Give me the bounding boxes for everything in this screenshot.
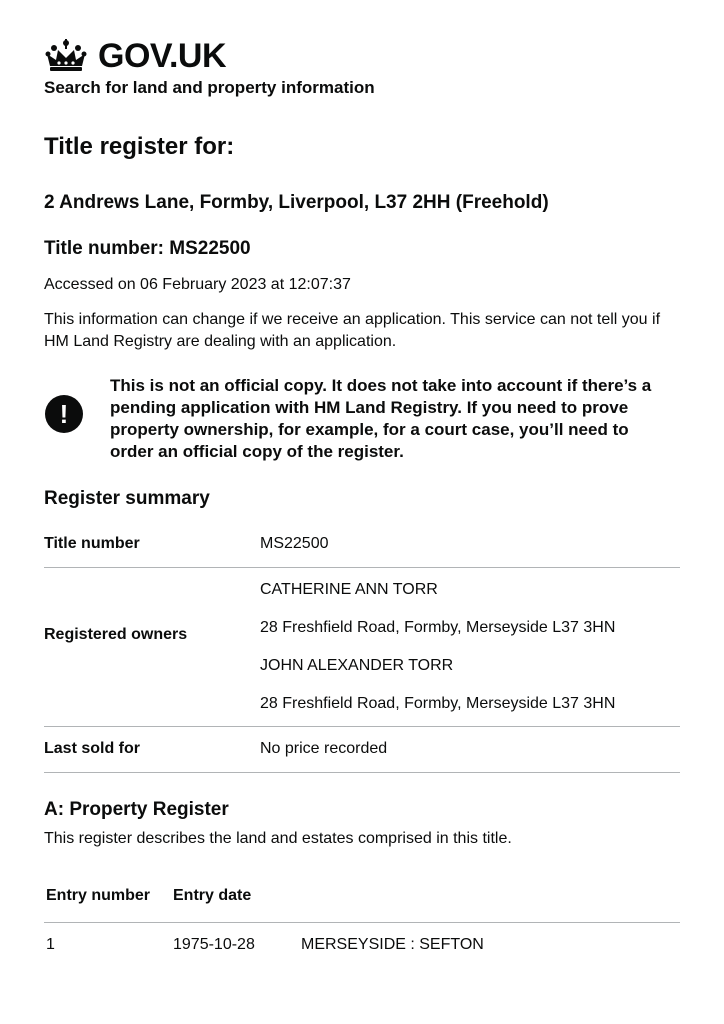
- summary-row-registered-owners: [44, 568, 680, 727]
- summary-key: Title number: [44, 535, 140, 552]
- service-name-link[interactable]: Search for land and property information: [44, 78, 375, 97]
- column-header-entry-number: Entry number: [46, 887, 151, 904]
- owner-name: JOHN ALEXANDER TORR: [260, 657, 454, 674]
- table-header-row: [44, 885, 680, 923]
- entry-number: 1: [46, 936, 55, 953]
- warning-text: This is not an official copy. It does not take into account if there’s a pending application with HM Land Registry. If you need to prove property ownership, for example, for a court case, you’ll need to order an official copy of the register.: [110, 376, 652, 461]
- summary-value: [260, 568, 680, 732]
- summary-key: Last sold for: [44, 740, 141, 757]
- entry-date: 1975-10-28: [173, 936, 255, 953]
- owner-address: 28 Freshfield Road, Formby, Merseyside L37 3HN: [260, 695, 616, 712]
- table-row: [44, 923, 680, 963]
- property-address: 2 Andrews Lane, Formby, Liverpool, L37 2HH (Freehold): [44, 192, 549, 213]
- owner-name: CATHERINE ANN TORR: [260, 581, 438, 598]
- brand-text: GOV.UK: [98, 37, 227, 75]
- govuk-logo[interactable]: [44, 38, 226, 74]
- summary-value: [260, 727, 680, 758]
- accessed-timestamp: Accessed on 06 February 2023 at 12:07:37: [44, 276, 351, 293]
- summary-row-last-sold: [44, 727, 680, 773]
- info-text: This information can change if we receive an application. This service can not tell you if HM Land Registry are dealing with an application.: [44, 311, 661, 350]
- page-title: Title register for:: [44, 133, 235, 160]
- crown-icon: [44, 38, 88, 74]
- entries-table: [44, 885, 680, 963]
- property-register-heading: A: Property Register: [44, 799, 229, 820]
- warning-icon: !: [45, 395, 83, 433]
- property-register-description: This register describes the land and estates comprised in this title.: [44, 830, 512, 847]
- summary-row-title-number: [44, 522, 680, 568]
- title-number-heading: Title number: MS22500: [44, 238, 251, 259]
- owner-address: 28 Freshfield Road, Formby, Merseyside L37 3HN: [260, 619, 616, 636]
- summary-value: [260, 522, 680, 553]
- column-header-entry-date: Entry date: [173, 887, 252, 904]
- title-number-value: MS22500: [260, 535, 329, 552]
- register-summary-list: [44, 522, 680, 773]
- summary-key: Registered owners: [44, 626, 188, 643]
- register-summary-heading: Register summary: [44, 488, 210, 509]
- entry-text: MERSEYSIDE : SEFTON: [301, 936, 484, 953]
- last-sold-value: No price recorded: [260, 740, 388, 757]
